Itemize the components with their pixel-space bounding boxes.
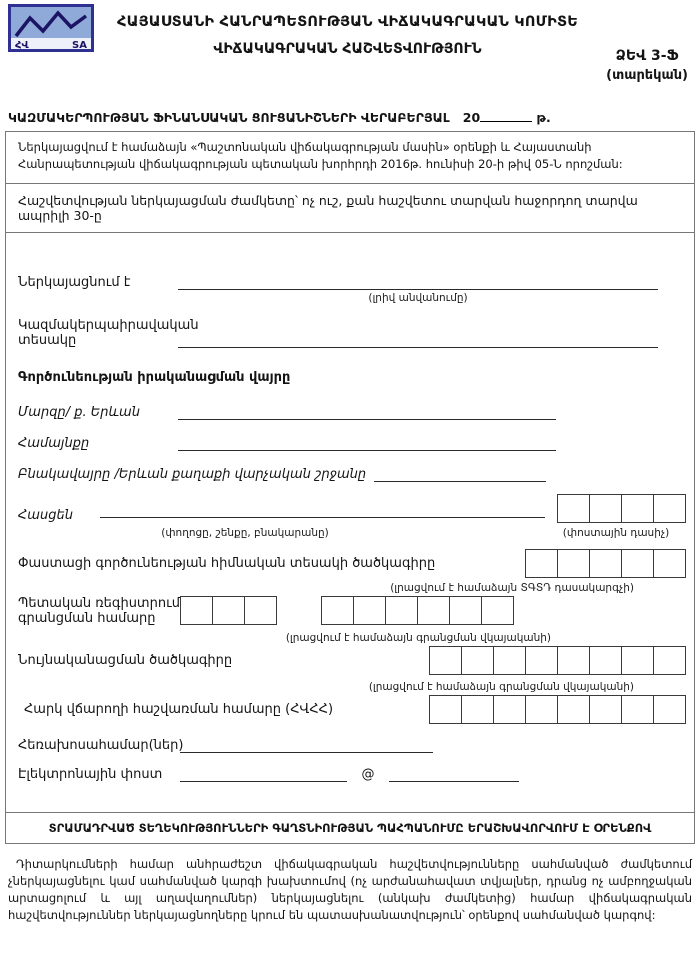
- code-cell[interactable]: [589, 494, 622, 523]
- code-cell[interactable]: [429, 646, 462, 675]
- form-code: ՁԵՎ 3-Ֆ: [615, 48, 679, 64]
- code-cell[interactable]: [653, 494, 686, 523]
- chart-logo-icon: [8, 4, 94, 52]
- region-input-line[interactable]: [178, 403, 556, 420]
- code-cell[interactable]: [653, 549, 686, 578]
- svg-text:ՀՎ: ՀՎ: [15, 40, 29, 51]
- code-cell[interactable]: [621, 646, 654, 675]
- activity-code-cells[interactable]: [525, 549, 686, 578]
- form-fields: [6, 233, 694, 812]
- presented-by-caption: (լրիվ անվանումը): [368, 291, 468, 304]
- phone-label: Հեռախոսահամար(ներ): [18, 737, 184, 753]
- phone-row: [18, 736, 686, 753]
- phone-input-line[interactable]: [180, 736, 433, 753]
- settlement-row: [18, 465, 686, 482]
- code-cell[interactable]: [557, 494, 590, 523]
- armstat-logo: [8, 4, 94, 52]
- code-cell[interactable]: [653, 695, 686, 724]
- form-period: (տարեկան): [606, 68, 688, 83]
- register-number-cells-right[interactable]: [321, 596, 514, 625]
- legal-form-label: Կազմակերպաիրավական տեսակը: [18, 317, 199, 348]
- subject-line: [0, 108, 700, 131]
- code-cell[interactable]: [653, 646, 686, 675]
- activity-code-label: Փաստացի գործունեության հիմնական տեսակի ծածկագիրը: [18, 555, 436, 571]
- form-main-box: [5, 131, 695, 844]
- postal-caption: (փոստային դասիչ): [562, 526, 670, 539]
- region-label: Մարզը/ ք. Երևան: [18, 404, 140, 420]
- email-input-line-2[interactable]: [389, 765, 519, 782]
- presented-by-label: Ներկայացնում է: [18, 274, 131, 290]
- activity-code-row: [18, 549, 686, 578]
- postal-code-cells[interactable]: [557, 494, 686, 523]
- email-input-line-1[interactable]: [180, 765, 347, 782]
- code-cell[interactable]: [417, 596, 450, 625]
- code-cell[interactable]: [589, 549, 622, 578]
- legal-form-input-line[interactable]: [178, 331, 658, 348]
- confidentiality-note: ՏՐԱՄԱԴՐՎԱԾ ՏԵՂԵԿՈՒԹՅՈՒՆՆԵՐԻ ԳԱՂՏՆԻՈՒԹՅԱՆ ՊԱՀՊԱՆՈՒՄԸ ԵՐԱՇԽԱՎՈՐՎՈՒՄ Է ՕՐԵՆՔՈՎ: [6, 812, 694, 843]
- code-cell[interactable]: [557, 646, 590, 675]
- code-cell[interactable]: [321, 596, 354, 625]
- code-cell[interactable]: [621, 549, 654, 578]
- email-label: Էլեկտրոնային փոստ: [18, 766, 163, 782]
- code-cell[interactable]: [525, 646, 558, 675]
- code-cell[interactable]: [212, 596, 245, 625]
- deadline-note: Հաշվետվության ներկայացման ժամկետը՝ ոչ ուշ, քան հաշվետու տարվան հաջորդող տարվա ապրիլի 30-ը: [6, 184, 694, 233]
- form-header: [0, 0, 700, 108]
- code-cell[interactable]: [493, 695, 526, 724]
- address-captions-row: [18, 527, 686, 539]
- committee-title: ՀԱՅԱՍՏԱՆԻ ՀԱՆՐԱՊԵՏՈՒԹՅԱՆ ՎԻՃԱԿԱԳՐԱԿԱՆ ԿՈՄԻՏԵ: [116, 14, 579, 30]
- code-cell[interactable]: [525, 695, 558, 724]
- svg-text:SA: SA: [72, 40, 87, 51]
- code-cell[interactable]: [589, 646, 622, 675]
- legal-basis-note: Ներկայացվում է համաձայն «Պաշտոնական վիճակագրության մասին» օրենքի և Հայաստանի Հանրապետության վիճակագրության պետական խորհրդի 2016թ. հունիսի 20-ի թիվ 05-Ն որոշման:: [6, 132, 694, 184]
- community-label: Համայնքը: [18, 435, 90, 451]
- address-row: [18, 494, 686, 523]
- presented-by-caption-row: [18, 292, 686, 304]
- email-row: [18, 765, 686, 782]
- code-cell[interactable]: [621, 695, 654, 724]
- legal-form-row: [18, 318, 686, 348]
- code-cell[interactable]: [244, 596, 277, 625]
- code-cell[interactable]: [481, 596, 514, 625]
- subject-text: ԿԱԶՄԱԿԵՐՊՈՒԹՅԱՆ ՖԻՆԱՆՍԱԿԱՆ ՑՈՒՑԱՆԻՇՆԵՐԻ ՎԵՐԱԲԵՐՅԱԼ: [8, 110, 450, 125]
- id-code-label: Նույնականացման ծածկագիրը: [18, 652, 233, 668]
- register-number-row: [18, 596, 686, 626]
- footer-note: Դիտարկումների համար անհրաժեշտ վիճակագրական հաշվետվությունները սահմանված ժամկետում չներկայացնելու կամ սահմանված կարգի խախտումով (ոչ արժանահավատ տվյալներ, դրանց ոչ ամբողջական արտացոլում և այլ աղավաղումներ) ներկայացնելու (անկախ ժամկետից) համար վիճակագրական հաշվետվություններ ներկայացնողները կրում են պատասխանատվություն՝ օրենքով սահմանված կարգով:: [8, 856, 692, 923]
- tin-label: Հարկ վճարողի հաշվառման համարը (ՀՎՀՀ): [24, 701, 334, 717]
- code-cell[interactable]: [589, 695, 622, 724]
- code-cell[interactable]: [385, 596, 418, 625]
- address-input-line[interactable]: [100, 501, 545, 518]
- register-caption: (լրացվում է համաձայն գրանցման վկայականի): [285, 631, 551, 644]
- code-cell[interactable]: [180, 596, 213, 625]
- year-suffix: թ.: [536, 110, 551, 125]
- code-cell[interactable]: [461, 695, 494, 724]
- activity-code-caption: (լրացվում է համաձայն ՏԳՏԴ դասակարգչի): [390, 581, 634, 594]
- presented-by-row: [18, 273, 686, 290]
- tin-row: [18, 695, 686, 724]
- code-cell[interactable]: [353, 596, 386, 625]
- id-code-cells[interactable]: [429, 646, 686, 675]
- address-caption: (փողոցը, շենքը, բնակարանը): [161, 526, 329, 539]
- settlement-label: Բնակավայրը /Երևան քաղաքի վարչական շրջանը: [18, 466, 367, 482]
- form-code-block: [606, 48, 688, 83]
- header-titles: [0, 0, 700, 57]
- address-label: Հասցեն: [18, 507, 73, 523]
- year-prefix: 20: [462, 110, 481, 125]
- email-at-symbol: @: [361, 766, 375, 782]
- code-cell[interactable]: [461, 646, 494, 675]
- settlement-input-line[interactable]: [374, 465, 546, 482]
- code-cell[interactable]: [493, 646, 526, 675]
- code-cell[interactable]: [557, 695, 590, 724]
- community-row: [18, 434, 686, 451]
- region-row: [18, 403, 686, 420]
- id-code-row: [18, 646, 686, 675]
- tin-cells[interactable]: [429, 695, 686, 724]
- year-input-line[interactable]: [480, 110, 532, 122]
- code-cell[interactable]: [621, 494, 654, 523]
- community-input-line[interactable]: [178, 434, 556, 451]
- code-cell[interactable]: [449, 596, 482, 625]
- code-cell[interactable]: [525, 549, 558, 578]
- id-code-caption: (լրացվում է համաձայն գրանցման վկայականի): [368, 680, 634, 693]
- register-number-label: Պետական ռեգիստրում գրանցման համարը: [18, 595, 180, 626]
- register-number-cells-left[interactable]: [180, 596, 277, 625]
- activity-location-heading: Գործունեության իրականացման վայրը: [18, 369, 291, 385]
- code-cell[interactable]: [557, 549, 590, 578]
- report-title: ՎԻՃԱԿԱԳՐԱԿԱՆ ՀԱՇՎԵՏՎՈՒԹՅՈՒՆ: [213, 41, 482, 57]
- code-cell[interactable]: [429, 695, 462, 724]
- presented-by-input-line[interactable]: [178, 273, 658, 290]
